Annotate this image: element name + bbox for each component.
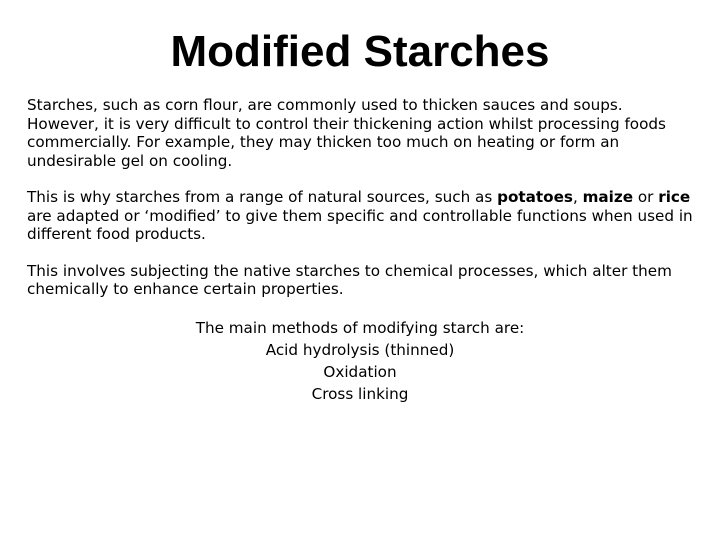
- paragraph2-text-start: This is why starches from a range of natural sources, such as: [27, 188, 498, 206]
- keyword-potatoes: potatoes: [497, 188, 573, 206]
- paragraph2-separator-2: or: [633, 188, 659, 206]
- modification-reason-paragraph: [27, 188, 693, 244]
- intro-paragraph: Starches, such as corn flour, are commonly used to thicken sauces and soups. However, it is very difficult to control their thickening action whilst processing foods commercially. For example, they may thicken too much on heating or form an undesirable gel on cooling.: [27, 96, 666, 170]
- keyword-maize: maize: [582, 188, 634, 206]
- slide-title: Modified Starches: [170, 27, 550, 76]
- keyword-rice: rice: [658, 188, 691, 206]
- paragraph2-separator-1: ,: [572, 188, 583, 206]
- chemical-process-paragraph: This involves subjecting the native starches to chemical processes, which alter them chemically to enhance certain properties.: [27, 261, 672, 298]
- methods-heading: The main methods of modifying starch are:: [195, 318, 525, 337]
- method-item: Acid hydrolysis (thinned): [265, 340, 455, 359]
- slide-body: [27, 96, 693, 405]
- method-item: Oxidation: [323, 362, 397, 381]
- methods-list: [27, 317, 693, 405]
- paragraph2-text-end: are adapted or ‘modified’ to give them specific and controllable functions when used in different food products.: [27, 206, 693, 243]
- method-item: Cross linking: [311, 384, 409, 403]
